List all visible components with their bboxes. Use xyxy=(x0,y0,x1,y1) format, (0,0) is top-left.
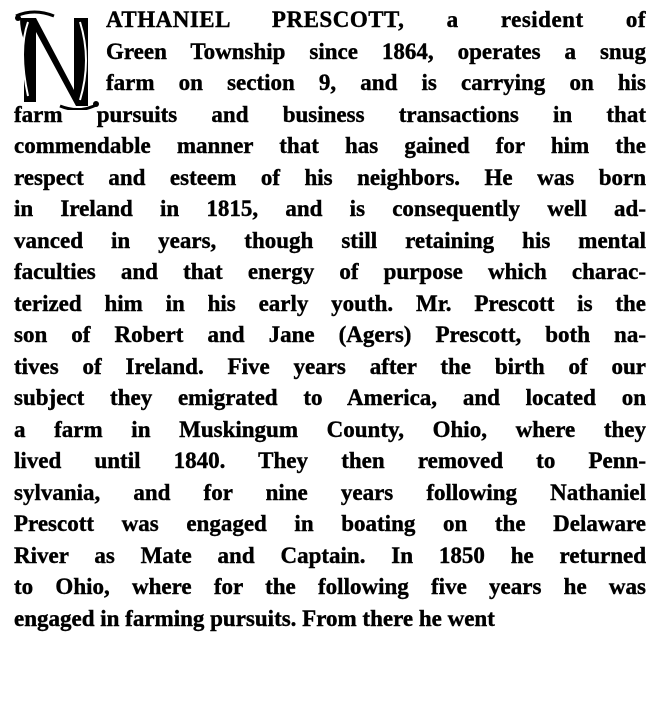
text-line: engaged in farming pursuits. From there he went xyxy=(14,605,495,631)
text-line: to Ohio, where for the following five years he was xyxy=(14,574,646,599)
text-line: lived until 1840. They then removed to Penn- xyxy=(14,448,646,473)
text-line: tives of Ireland. Five years after the birth of our xyxy=(14,353,646,379)
text-line: farm pursuits and business transactions in that xyxy=(14,101,646,127)
text-line: subject they emigrated to America, and located on xyxy=(14,385,646,410)
text-line: Green Township since 1864, operates a snug xyxy=(106,38,646,64)
text-line: farm on section 9, and is carrying on his xyxy=(106,70,646,95)
text-line: a farm in Muskingum County, Ohio, where they xyxy=(14,416,646,442)
text-line: ATHANIEL PRESCOTT, a resident of xyxy=(106,7,646,32)
article-body xyxy=(14,4,646,634)
text-line: vanced in years, though still retaining his mental xyxy=(14,227,646,253)
text-line: respect and esteem of his neighbors. He was born xyxy=(14,164,646,190)
text-line: faculties and that energy of purpose which charac- xyxy=(14,259,646,284)
text-line: son of Robert and Jane (Agers) Prescott, both na- xyxy=(14,322,646,347)
text-line: Prescott was engaged in boating on the Delaware xyxy=(14,511,646,536)
text-line: in Ireland in 1815, and is consequently well ad- xyxy=(14,196,646,221)
text-line: terized him in his early youth. Mr. Prescott is the xyxy=(14,290,646,316)
text-line: River as Mate and Captain. In 1850 he returned xyxy=(14,542,646,568)
text-line: commendable manner that has gained for him the xyxy=(14,133,646,158)
text-line: sylvania, and for nine years following Nathaniel xyxy=(14,479,646,505)
